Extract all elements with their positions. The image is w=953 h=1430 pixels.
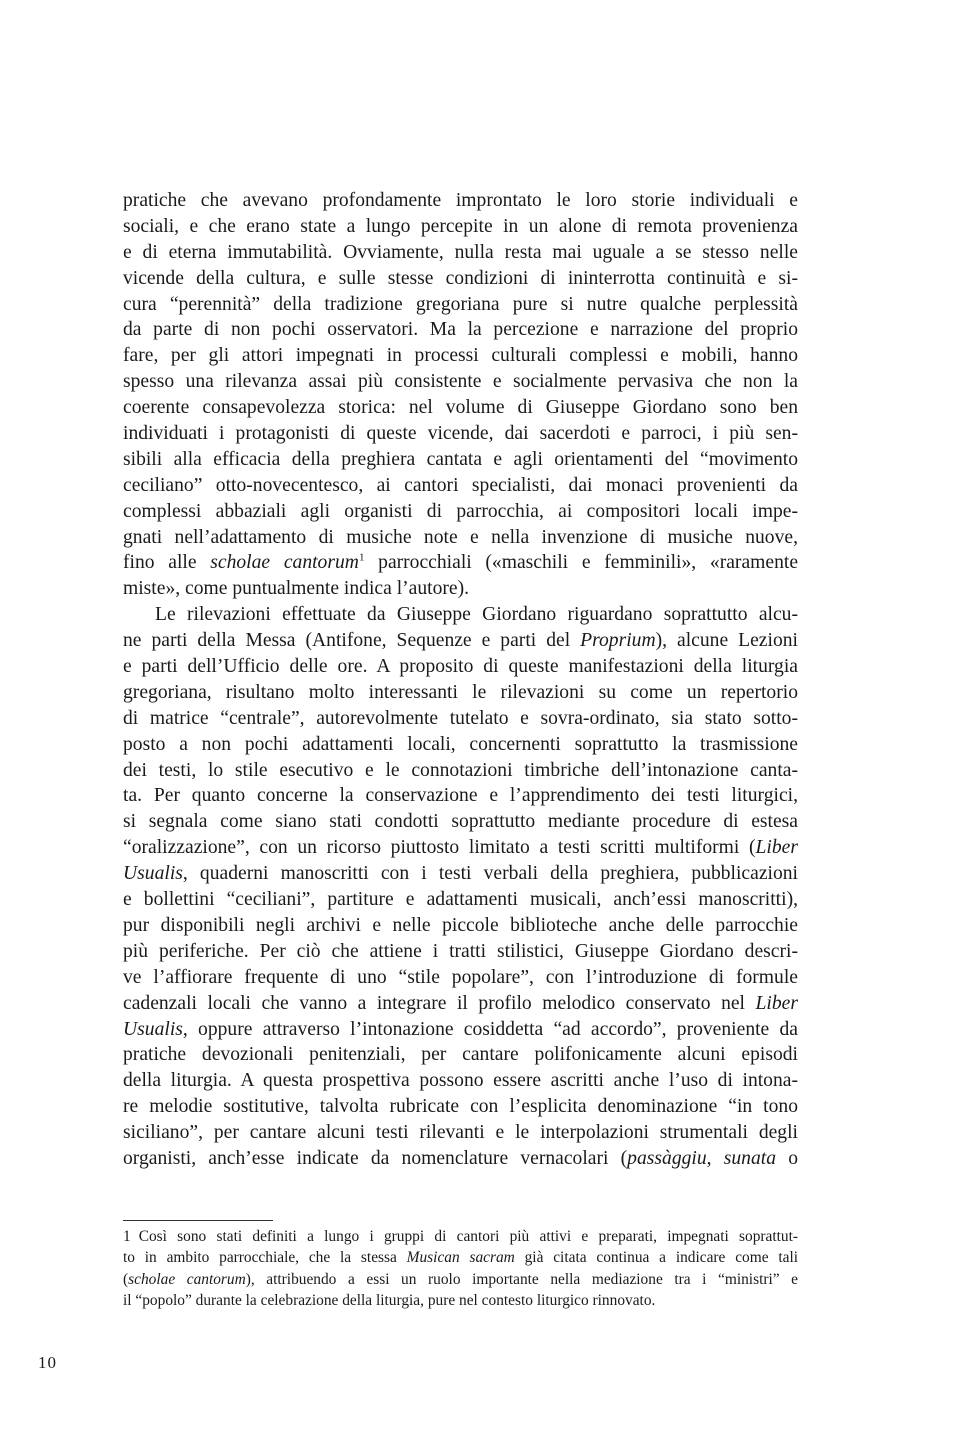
text-run: ), alcune Lezioni [655, 630, 798, 652]
italic-term: Liber [755, 837, 798, 859]
text-run: ), attribuendo a essi un ruolo importante nella mediazione tra i “ministri” e [245, 1270, 798, 1288]
text-line: ve l’affiorare frequente di uno “stile popolare”, con l’introduzione di formule [123, 966, 798, 988]
text-line: ceciliano” otto-novecentesco, ai cantori specialisti, dai monaci provenienti da [123, 474, 798, 496]
text-run: ( [123, 1270, 129, 1288]
text-line: coerente consapevolezza storica: nel volume di Giuseppe Giordano sono ben [123, 397, 798, 419]
text-line: gregoriana, risultano molto interessanti le rilevazioni su come un repertorio [123, 681, 798, 703]
text-run: fino alle [123, 552, 211, 574]
text-line: della liturgia. A questa prospettiva possono essere ascritti anche l’uso di intona- [123, 1070, 798, 1092]
text-line: Le rilevazioni effettuate da Giuseppe Giordano riguardano soprattutto alcu- [155, 604, 798, 626]
text-line: re melodie sostitutive, talvolta rubricate con l’esplicita denominazione “in tono [123, 1096, 798, 1118]
italic-term: Musican sacram [406, 1249, 515, 1267]
text-line: ta. Per quanto concerne la conservazione e l’apprendimento dei testi liturgici, [123, 785, 798, 807]
text-line: si segnala come siano stati condotti soprattutto mediante procedure di estesa [123, 811, 798, 833]
text-line: miste», come puntualmente indica l’autore). [123, 578, 470, 600]
italic-term: Liber [755, 992, 798, 1014]
text-line [123, 1017, 798, 1043]
text-run: “oralizzazione”, con un ricorso piuttosto limitato a testi scritti multiformi ( [123, 837, 756, 859]
footnote-line [123, 1247, 798, 1268]
paragraph-1 [123, 188, 798, 602]
text-run: parrocchiali («maschili e femminili», «raramente [364, 552, 798, 574]
text-line: fare, per gli attori impegnati in processi culturali complessi e mobili, hanno [123, 345, 798, 367]
text-line: posto a non pochi adattamenti locali, concernenti soprattutto la trasmissione [123, 733, 798, 755]
text-line: gnati nell’adattamento di musiche note e nella invenzione di musiche nuove, [123, 526, 798, 548]
text-line: sociali, e che erano state a lungo percepite in un alone di remota provenienza [123, 215, 798, 237]
text-line: vicende della cultura, e sulle stesse condizioni di ininterrotta continuità e si- [123, 267, 798, 289]
footnote [123, 1226, 798, 1312]
text-run: organisti, anch’esse indicate da nomenclature vernacolari ( [123, 1147, 628, 1169]
text-line [123, 835, 798, 861]
text-run: , [706, 1147, 724, 1169]
footnote-reference[interactable]: 1 [358, 551, 365, 564]
text-line: complessi abbaziali agli organisti di parrocchia, ai compositori locali impe- [123, 500, 798, 522]
text-line: pratiche che avevano profondamente improntato le loro storie individuali e [123, 190, 798, 211]
text-line: individuati i protagonisti di queste vicende, dai sacerdoti e parroci, i più sen- [123, 423, 798, 445]
footnote-number: 1 [123, 1228, 131, 1245]
text-line [123, 628, 798, 654]
italic-term: scholae cantorum [210, 552, 359, 574]
text-run: già citata continua a indicare come tali [514, 1249, 798, 1267]
text-run: to in ambito parrocchiale, che la stessa [123, 1249, 407, 1267]
text-line: cura “perennità” della tradizione gregoriana pure si nutre qualche perplessità [123, 293, 798, 315]
text-line: pur disponibili negli archivi e nelle piccole biblioteche anche delle parrocchie [123, 914, 798, 936]
italic-term: Proprium [580, 630, 656, 652]
main-text [123, 188, 798, 1172]
text-line: e di eterna immutabilità. Ovviamente, nulla resta mai uguale a se stesso nelle [123, 241, 798, 263]
text-line: dei testi, lo stile esecutivo e le connotazioni timbriche dell’intonazione canta- [123, 759, 798, 781]
italic-term: passàggiu [627, 1147, 707, 1169]
italic-term: sunata [723, 1147, 777, 1169]
paragraph-2 [123, 602, 798, 1172]
text-run: ne parti della Messa (Antifone, Sequenze e parti del [123, 630, 581, 652]
text-line [123, 861, 798, 887]
italic-term: Usualis [123, 863, 183, 885]
text-line [123, 1146, 798, 1172]
footnote-divider [123, 1220, 273, 1221]
italic-term: scholae cantorum [128, 1270, 246, 1288]
text-line: di matrice “centrale”, autorevolmente tutelato e sovra-ordinato, sia stato sotto- [123, 707, 798, 729]
page-number: 10 [38, 1353, 57, 1372]
text-line: e bollettini “ceciliani”, partiture e adattamenti musicali, anch’essi manoscritti), [123, 889, 798, 911]
text-line: sibili alla efficacia della preghiera cantata e agli orientamenti del “movimento [123, 448, 798, 470]
text-run: , quaderni manoscritti con i testi verbali della preghiera, pubblicazioni [182, 863, 798, 885]
footnote-line: il “popolo” durante la celebrazione della liturgia, pure nel contesto liturgico rinnovato. [123, 1292, 656, 1310]
text-line [123, 550, 798, 576]
footnote-line [123, 1226, 798, 1247]
italic-term: Usualis [123, 1018, 183, 1040]
text-line [123, 991, 798, 1017]
text-line: spesso una rilevanza assai più consistente e socialmente pervasiva che non la [123, 371, 798, 393]
text-run: o [776, 1147, 798, 1169]
text-line: siciliano”, per cantare alcuni testi rilevanti e le interpolazioni strumentali degli [123, 1122, 798, 1144]
text-run: Così sono stati definiti a lungo i gruppi di cantori più attivi e preparati, impegnati soprattut- [138, 1228, 798, 1245]
text-line: da parte di non pochi osservatori. Ma la percezione e narrazione del proprio [123, 319, 798, 341]
text-line: pratiche devozionali penitenziali, per cantare polifonicamente alcuni episodi [123, 1044, 798, 1066]
footnote-line [123, 1269, 798, 1290]
text-run: , oppure attraverso l’intonazione cosiddetta “ad accordo”, proveniente da [182, 1018, 798, 1040]
text-line: più periferiche. Per ciò che attiene i tratti stilistici, Giuseppe Giordano descri- [123, 940, 798, 962]
text-run: cadenzali locali che vanno a integrare il profilo melodico conservato nel [123, 992, 756, 1014]
text-line: e parti dell’Ufficio delle ore. A proposito di queste manifestazioni della liturgia [123, 656, 798, 678]
